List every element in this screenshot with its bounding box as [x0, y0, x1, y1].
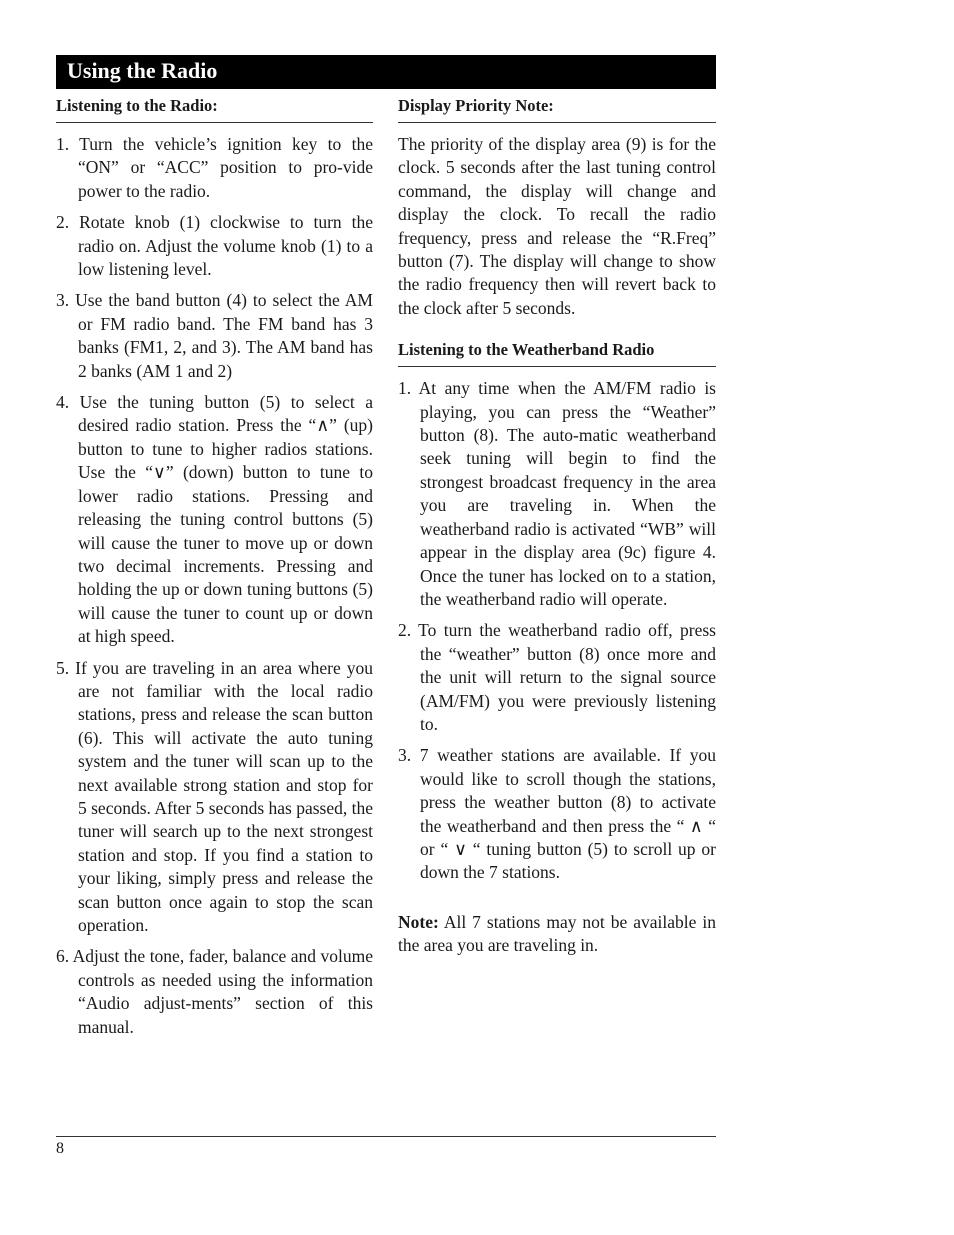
radio-steps-list — [56, 133, 373, 1039]
list-item: 4. Use the tuning button (5) to select a desired radio station. Press the “∧” (up) button to tune to higher radios stations. Use the “∨” (down) button to tune to lower radio stations. Pressing and releasing the tuning control buttons (5) will cause the tuner to move up or down two decimal increments. Pressing and holding the up or down tuning buttons (5) will cause the tuner to count up or down at high speed. — [56, 392, 373, 647]
left-column — [56, 94, 373, 1047]
listening-heading: Listening to the Radio: — [56, 94, 373, 123]
footer-rule — [56, 1136, 716, 1137]
list-item: 2. Rotate knob (1) clockwise to turn the radio on. Adjust the volume knob (1) to a low listening level. — [56, 212, 373, 280]
spacer — [398, 320, 716, 338]
list-item: 1. Turn the vehicle’s ignition key to the “ON” or “ACC” position to pro-vide power to the radio. — [56, 134, 373, 201]
display-priority-text: The priority of the display area (9) is for the clock. 5 seconds after the last tuning control command, the display will change and display the clock. To recall the radio frequency, press and release the “R.Freq” button (7). The display will change to show the radio frequency then will revert back to the clock after 5 seconds. — [398, 134, 716, 318]
page-number: 8 — [56, 1140, 64, 1157]
list-item: 5. If you are traveling in an area where you are not familiar with the local radio stations, press and release the scan button (6). This will activate the auto tuning system and the tuner will scan up to the next available strong station and stop for 5 seconds. After 5 seconds has passed, the tuner will search up to the next strongest station and stop. If you find a station to your liking, simply press and release the scan button once again to stop the scan operation. — [56, 657, 374, 935]
note-label: Note: — [398, 911, 439, 932]
note-paragraph — [398, 911, 716, 958]
list-item: 3. 7 weather stations are available. If you would like to scroll though the stations, press the weather button (8) to activate the weatherband and then press the “ ∧ “ or “ ∨ “ tuning button (5) to scroll up or down the 7 stations. — [398, 745, 716, 883]
list-item: 6. Adjust the tone, fader, balance and volume controls as needed using the information “Audio adjust-ments” section of this manual. — [56, 946, 373, 1037]
section-title: Using the Radio — [67, 58, 218, 83]
list-item: 2. To turn the weatherband radio off, press the “weather” button (8) once more and the unit will return to the signal source (AM/FM) you were previously listening to. — [398, 620, 716, 734]
display-priority-heading: Display Priority Note: — [398, 94, 716, 123]
spacer — [398, 893, 716, 911]
list-item: 1. At any time when the AM/FM radio is playing, you can press the “Weather” button (8). The auto-matic weatherband seek tuning will begin to find the strongest broadcast frequency in the area you are traveling in. When the weatherband radio is activated “WB” will appear in the display area (9c) figure 4. Once the tuner has locked on to a station, the weatherband radio will operate. — [398, 378, 716, 609]
right-column — [398, 94, 716, 958]
note-text: All 7 stations may not be available in the area you are traveling in. — [398, 911, 716, 956]
weatherband-heading: Listening to the Weatherband Radio — [398, 338, 716, 367]
weatherband-steps-list — [398, 377, 716, 885]
list-item: 3. Use the band button (4) to select the AM or FM radio band. The FM band has 3 banks (FM1, 2, and 3). The AM band has 2 banks (AM 1 and 2) — [56, 290, 373, 381]
section-title-bar — [56, 55, 716, 89]
